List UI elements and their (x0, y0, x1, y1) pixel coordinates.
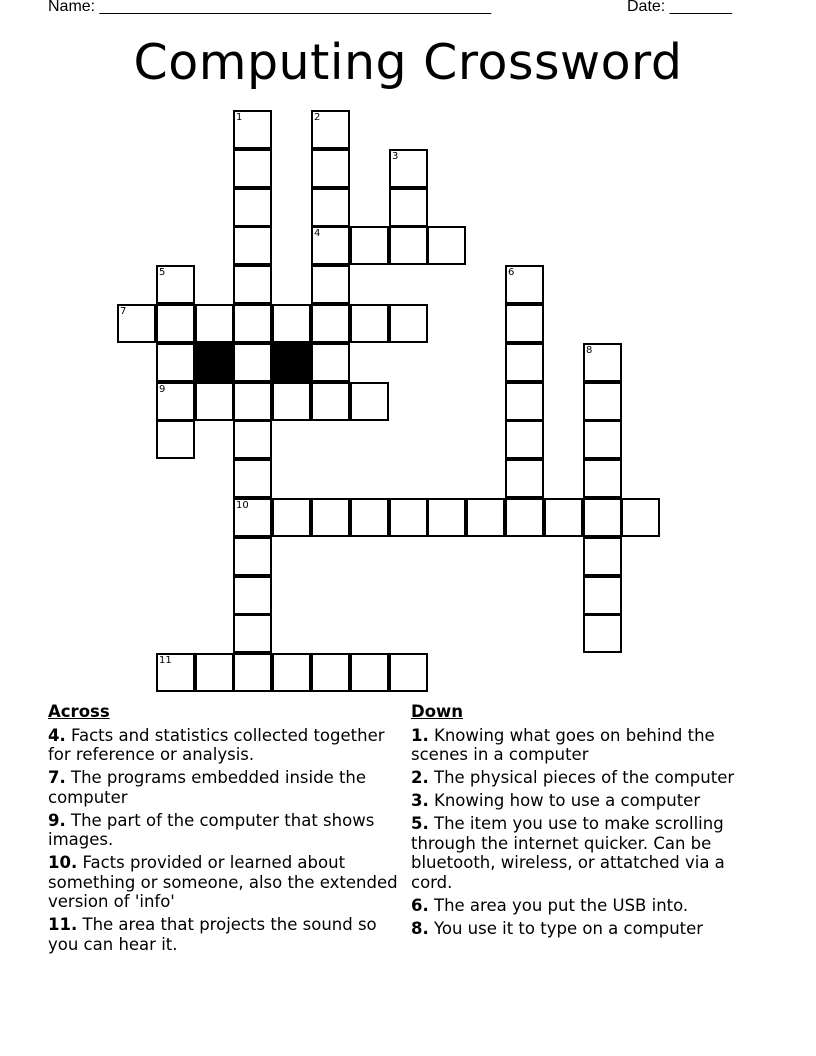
date-line: Date: _______ (627, 0, 732, 15)
cell-number: 6 (508, 267, 515, 278)
down-clues (411, 702, 756, 942)
crossword-cell[interactable] (233, 226, 272, 265)
across-clue-11 (48, 915, 400, 954)
clue-text: The area that projects the sound so you can hear it. (48, 915, 377, 954)
crossword-cell[interactable] (311, 188, 350, 227)
crossword-cell[interactable] (583, 498, 622, 537)
crossword-cell[interactable] (311, 304, 350, 343)
across-clue-9 (48, 811, 400, 850)
down-clue-5 (411, 814, 756, 892)
crossword-cell[interactable] (272, 653, 311, 692)
crossword-cell[interactable] (311, 498, 350, 537)
clue-text: Knowing how to use a computer (434, 791, 701, 810)
clue-number: 4. (48, 725, 66, 745)
crossword-cell[interactable] (156, 420, 195, 459)
cell-number: 2 (314, 112, 321, 123)
crossword-cell[interactable] (233, 614, 272, 653)
cell-number: 7 (120, 306, 127, 317)
crossword-cell-9[interactable] (156, 382, 195, 421)
crossword-cell[interactable] (505, 459, 544, 498)
crossword-cell[interactable] (350, 498, 389, 537)
crossword-cell[interactable] (427, 498, 466, 537)
crossword-cell[interactable] (583, 576, 622, 615)
crossword-cell[interactable] (389, 653, 428, 692)
crossword-cell[interactable] (583, 537, 622, 576)
crossword-cell[interactable] (505, 343, 544, 382)
crossword-cell-10[interactable] (233, 498, 272, 537)
cell-number: 3 (392, 151, 399, 162)
clue-text: The area you put the USB into. (434, 895, 689, 915)
clue-number: 9. (48, 810, 66, 830)
clue-text: Knowing what goes on behind the scenes in a computer (411, 725, 715, 764)
crossword-cell-2[interactable] (311, 110, 350, 149)
crossword-cell[interactable] (350, 226, 389, 265)
crossword-cell[interactable] (350, 653, 389, 692)
clue-number: 7. (48, 768, 66, 787)
crossword-cell[interactable] (233, 653, 272, 692)
crossword-cell[interactable] (505, 498, 544, 537)
crossword-cell-11[interactable] (156, 653, 195, 692)
cell-number: 8 (586, 345, 593, 356)
cell-number: 1 (236, 112, 243, 123)
crossword-block (272, 343, 311, 382)
crossword-cell[interactable] (233, 149, 272, 188)
across-clue-7 (48, 768, 400, 807)
clue-number: 11. (48, 915, 78, 934)
clue-text: The part of the computer that shows images. (48, 810, 375, 849)
crossword-cell[interactable] (583, 614, 622, 653)
cell-number: 11 (159, 655, 172, 666)
cell-number: 10 (236, 500, 249, 511)
crossword-cell[interactable] (311, 653, 350, 692)
crossword-cell[interactable] (156, 304, 195, 343)
crossword-cell-3[interactable] (389, 149, 428, 188)
across-clues (48, 702, 400, 958)
clue-number: 2. (411, 768, 429, 787)
clue-text: Facts provided or learned about something or someone, also the extended version of 'info' (48, 853, 398, 911)
crossword-cell[interactable] (389, 226, 428, 265)
across-clue-10 (48, 853, 400, 912)
clue-number: 8. (411, 918, 429, 938)
down-clue-2 (411, 768, 756, 788)
crossword-cell[interactable] (311, 343, 350, 382)
crossword-cell[interactable] (389, 188, 428, 227)
crossword-cell[interactable] (389, 304, 428, 343)
crossword-cell[interactable] (233, 188, 272, 227)
name-line: Name: ____________________________________________ (48, 0, 492, 15)
down-heading: Down (411, 702, 464, 721)
crossword-cell[interactable] (195, 382, 234, 421)
crossword-cell[interactable] (350, 382, 389, 421)
crossword-cell[interactable] (272, 304, 311, 343)
cell-number: 9 (159, 384, 166, 395)
clue-number: 1. (411, 725, 429, 745)
crossword-cell[interactable] (311, 149, 350, 188)
clue-number: 10. (48, 853, 78, 872)
crossword-cell[interactable] (583, 420, 622, 459)
crossword-cell[interactable] (233, 420, 272, 459)
crossword-cell[interactable] (544, 498, 583, 537)
crossword-cell[interactable] (233, 304, 272, 343)
crossword-cell[interactable] (311, 382, 350, 421)
crossword-cell-1[interactable] (233, 110, 272, 149)
across-clue-4 (48, 726, 400, 765)
crossword-cell[interactable] (233, 265, 272, 304)
down-clue-3 (411, 791, 756, 811)
down-clue-6 (411, 896, 756, 916)
clue-text: The programs embedded inside the computer (48, 768, 367, 807)
crossword-cell-4[interactable] (311, 226, 350, 265)
clue-text: Facts and statistics collected together for reference or analysis. (48, 725, 385, 764)
crossword-cell[interactable] (233, 343, 272, 382)
crossword-cell[interactable] (466, 498, 505, 537)
crossword-cell[interactable] (505, 304, 544, 343)
crossword-cell[interactable] (350, 304, 389, 343)
crossword-block (195, 343, 234, 382)
clue-text: The physical pieces of the computer (434, 768, 735, 787)
crossword-cell[interactable] (195, 653, 234, 692)
clue-text: The item you use to make scrolling through the internet quicker. Can be bluetooth, wireless, or attatched via a cord. (411, 814, 725, 892)
crossword-cell[interactable] (195, 304, 234, 343)
crossword-cell-7[interactable] (117, 304, 156, 343)
crossword-cell[interactable] (156, 343, 195, 382)
down-clue-8 (411, 919, 756, 939)
down-clue-1 (411, 726, 756, 765)
page-title: Computing Crossword (133, 34, 683, 91)
clue-text: You use it to type on a computer (434, 918, 704, 938)
clue-number: 5. (411, 814, 429, 833)
cell-number: 5 (159, 267, 166, 278)
clue-number: 6. (411, 895, 429, 915)
crossword-cell[interactable] (583, 459, 622, 498)
clue-number: 3. (411, 791, 429, 810)
crossword-cell[interactable] (233, 459, 272, 498)
crossword-cell[interactable] (233, 537, 272, 576)
crossword-cell-5[interactable] (156, 265, 195, 304)
crossword-cell-6[interactable] (505, 265, 544, 304)
crossword-cell-8[interactable] (583, 343, 622, 382)
crossword-cell[interactable] (311, 265, 350, 304)
crossword-cell[interactable] (233, 576, 272, 615)
crossword-cell[interactable] (389, 498, 428, 537)
across-heading: Across (48, 702, 110, 721)
cell-number: 4 (314, 228, 321, 239)
crossword-cell[interactable] (505, 382, 544, 421)
crossword-cell[interactable] (505, 420, 544, 459)
crossword-cell[interactable] (583, 382, 622, 421)
crossword-cell[interactable] (427, 226, 466, 265)
crossword-cell[interactable] (272, 382, 311, 421)
crossword-cell[interactable] (233, 382, 272, 421)
crossword-cell[interactable] (272, 498, 311, 537)
crossword-cell[interactable] (621, 498, 660, 537)
